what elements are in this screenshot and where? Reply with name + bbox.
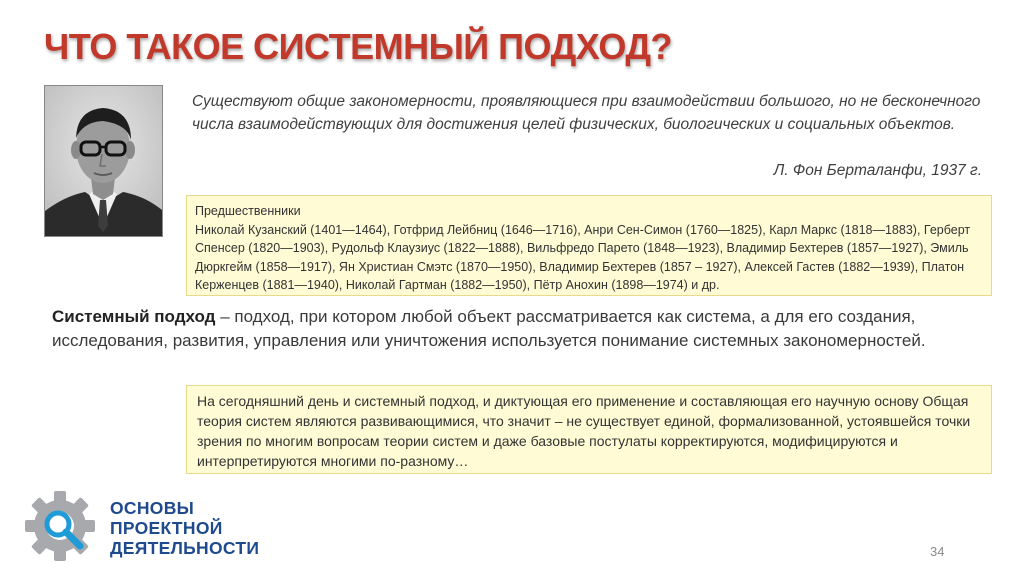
note-text: На сегодняшний день и системный подход, и диктующая его применение и составляющая его научную основу Общая теория систем являются развивающимися, что значит – не существует единой, формализованной, устоявшейся точки зрения по многим вопросам теории систем и даже базовые постулаты корректируются, модифицируются и интерпретируются многими по-разному… <box>197 393 971 469</box>
logo-line-3: ДЕЯТЕЛЬНОСТИ <box>110 538 260 558</box>
page-number: 34 <box>930 544 945 559</box>
definition-text: – подход, при котором любой объект рассматривается как система, а для его создания, исследования, развития, управления или уничтожения используется понимание системных закономерностей. <box>52 307 926 350</box>
predecessors-box <box>186 195 992 296</box>
quote-text: Существуют общие закономерности, проявляющиеся при взаимодействии большого, но не бесконечного числа взаимодействующих для достижения целей физических, биологических и социальных объектов. <box>192 93 981 133</box>
predecessors-title: Предшественники <box>195 204 301 218</box>
note-box <box>186 385 992 474</box>
logo-text <box>110 498 259 558</box>
gear-magnifier-icon <box>24 490 96 562</box>
definition-paragraph <box>52 305 992 352</box>
slide-title: ЧТО ТАКОЕ СИСТЕМНЫЙ ПОДХОД? <box>44 26 672 67</box>
portrait-photo <box>44 85 163 237</box>
quote-author: Л. Фон Берталанфи, 1937 г. <box>773 162 982 179</box>
logo-line-2: ПРОЕКТНОЙ <box>110 518 223 538</box>
definition-term: Системный подход <box>52 307 216 326</box>
logo-line-1: ОСНОВЫ <box>110 498 195 518</box>
predecessors-list: Николай Кузанский (1401—1464), Готфрид Лейбниц (1646—1716), Анри Сен-Симон (1760—1825), Карл Маркс (1818—1883), Герберт Спенсер (1820—1903), Рудольф Клаузиус (1822—1888), Вильфредо Парето (1848—1923), Владимир Бехтерев (1857—1927), Эмиль Дюркгейм (1858—1917), Ян Христиан Смэтс (1870—1950), Владимир Бехтерев (1857 – 1927), Алексей Гастев (1882—1939), Платон Керженцев (1881—1940), Николай Гартман (1882—1950), Пётр Анохин (1898—1974) и др. <box>195 222 971 292</box>
